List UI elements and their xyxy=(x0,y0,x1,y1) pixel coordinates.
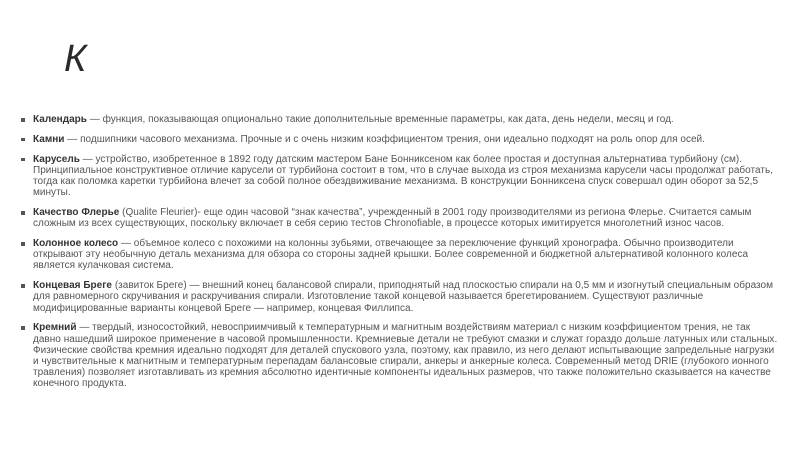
glossary-term: Камни xyxy=(33,133,65,145)
glossary-definition: — функция, показывающая опционально такие дополнительные временные параметры, как дата, день недели, месяц и год. xyxy=(86,114,674,125)
glossary-entry-karusel xyxy=(20,154,780,199)
glossary-entry-kontsevaya-brege xyxy=(20,280,780,314)
glossary-term: Колонное колесо xyxy=(33,238,119,249)
glossary-entry-kremniy xyxy=(20,322,780,389)
glossary-entry-kalendar xyxy=(20,114,780,125)
glossary-term: Календарь xyxy=(33,114,87,125)
glossary-definition: (завиток Бреге) — внешний конец балансовой спирали, приподнятый над плоскостью спирали на 0,5 мм и изогнутый специальным образом для равномерного скручивания и раскручивания спирали. Изготовление такой концевой называется брегетированием. Существуют различные модифицированные варианты концевой Бреге — например, концевая Филлипса. xyxy=(33,280,774,314)
glossary-term: Концевая Бреге xyxy=(33,280,113,292)
glossary-entry-kolonnoe-koleso xyxy=(20,238,780,272)
glossary-term: Качество Флерье xyxy=(33,207,120,218)
glossary-list xyxy=(20,114,780,398)
slide-title: К xyxy=(64,38,87,80)
glossary-definition: — твердый, износостойкий, невосприимчивый к температурным и магнитным воздействиям материал с низким коэффициентом трения, не так давно нашедший широкое применение в часовой промышленности. Кремниевые детали не требуют смазки и служат гораздо дольше латунных или стальных. Физические свойства кремния идеально подходят для деталей спускового узла, поэтому, как правило, из него делают испытывающие запредельные нагрузки и чувствительные к магнитным и температурным перепадам балансовые спирали, анкеры и анкерные колеса. Современный метод DRIE (глубокого ионного травления) позволяет изготавливать из кремния абсолютно идентичные компоненты идеальных размеров, что также положительно сказывается на качестве конечного продукта. xyxy=(33,322,778,390)
glossary-definition: — объемное колесо с похожими на колонны зубьями, отвечающее за переключение функций хронографа. Обычно производители открывают эту необычную деталь механизма для обзора со стороны задней крышки. Более современной и бюджетной альтернативой колонного колеса является кулачковая система. xyxy=(33,238,749,272)
glossary-term: Кремний xyxy=(33,322,77,334)
glossary-term: Карусель xyxy=(33,153,80,165)
glossary-definition: (Qualite Fleurier)- еще один часовой “знак качества”, учрежденный в 2001 году производителями из региона Флерье. Считается самым сложным из всех существующих, поскольку включает в себя серию тестов Chronofiable, в процессе которых имитируется многолетний износ часов. xyxy=(33,207,752,230)
glossary-definition: — подшипники часового механизма. Прочные и с очень низким коэффициентом трения, они идеально подходят на роль опор для осей. xyxy=(64,133,705,145)
glossary-definition: — устройство, изобретенное в 1892 году датским мастером Бане Бонниксеном как более простая и доступная альтернатива турбийону (см). Принципиальное конструктивное отличие карусели от турбийона состоит в том, что в случае выхода из строя механизма карусели часы продолжат работать, тогда как поломка каретки турбийона влечет за собой полное обездвиживание механизма. В конструкции Бонниксена спуск совершал один оборот за 52,5 минуты. xyxy=(33,153,774,199)
glossary-entry-kamni xyxy=(20,134,780,145)
glossary-entry-kachestvo-flerye xyxy=(20,207,780,229)
